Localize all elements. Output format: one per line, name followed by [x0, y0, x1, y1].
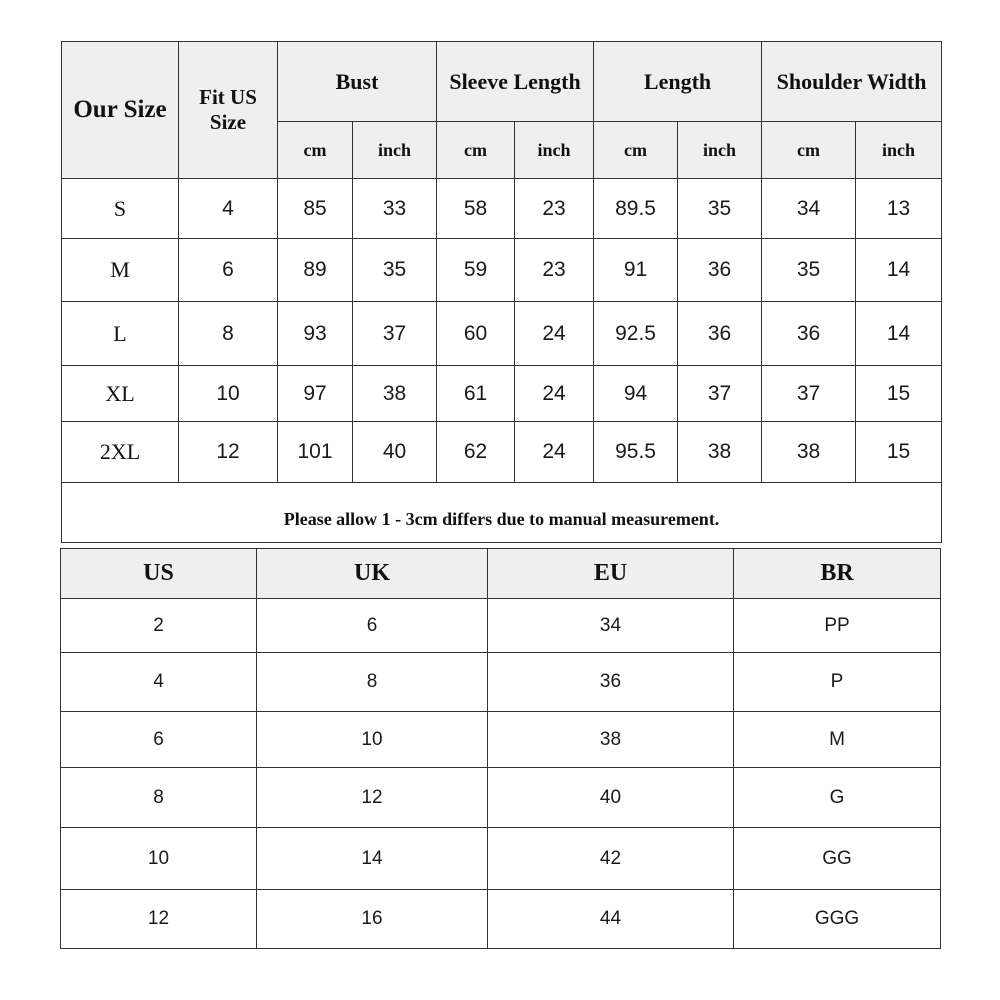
- cell-shoulder-cm: 35: [762, 239, 856, 302]
- cell-sleeve-cm: 61: [437, 366, 515, 422]
- cell-fit-us-size: 8: [179, 302, 278, 366]
- cell-uk: 14: [257, 828, 488, 890]
- cell-length-cm: 91: [594, 239, 678, 302]
- cell-eu: 36: [488, 653, 734, 712]
- cell-fit-us-size: 10: [179, 366, 278, 422]
- cell-sleeve-inch: 24: [515, 302, 594, 366]
- cell-bust-inch: 40: [353, 422, 437, 483]
- cell-length-cm: 95.5: [594, 422, 678, 483]
- measurement-note: Please allow 1 - 3cm differs due to manual measurement.: [62, 483, 942, 543]
- header-br: BR: [734, 549, 941, 599]
- unit-cm: cm: [594, 122, 678, 179]
- cell-br: M: [734, 712, 941, 768]
- unit-inch: inch: [515, 122, 594, 179]
- cell-bust-cm: 89: [278, 239, 353, 302]
- unit-inch: inch: [353, 122, 437, 179]
- cell-sleeve-cm: 59: [437, 239, 515, 302]
- cell-fit-us-size: 6: [179, 239, 278, 302]
- header-sleeve-length: Sleeve Length: [437, 42, 594, 122]
- cell-bust-cm: 85: [278, 179, 353, 239]
- cell-br: P: [734, 653, 941, 712]
- cell-our-size: S: [62, 179, 179, 239]
- cell-eu: 44: [488, 890, 734, 949]
- cell-our-size: M: [62, 239, 179, 302]
- cell-length-inch: 37: [678, 366, 762, 422]
- cell-eu: 42: [488, 828, 734, 890]
- cell-uk: 16: [257, 890, 488, 949]
- cell-eu: 40: [488, 768, 734, 828]
- cell-sleeve-inch: 23: [515, 239, 594, 302]
- size-table-body: [62, 179, 942, 483]
- unit-cm: cm: [278, 122, 353, 179]
- cell-our-size: L: [62, 302, 179, 366]
- unit-cm: cm: [437, 122, 515, 179]
- note-row: [62, 483, 942, 543]
- cell-shoulder-cm: 34: [762, 179, 856, 239]
- cell-eu: 34: [488, 599, 734, 653]
- cell-bust-cm: 97: [278, 366, 353, 422]
- cell-br: G: [734, 768, 941, 828]
- header-row: [62, 42, 942, 122]
- cell-shoulder-cm: 38: [762, 422, 856, 483]
- cell-bust-cm: 101: [278, 422, 353, 483]
- cell-uk: 10: [257, 712, 488, 768]
- unit-cm: cm: [762, 122, 856, 179]
- cell-us: 4: [61, 653, 257, 712]
- table-row: [62, 239, 942, 302]
- cell-sleeve-inch: 24: [515, 366, 594, 422]
- unit-inch: inch: [678, 122, 762, 179]
- unit-inch: inch: [856, 122, 942, 179]
- table-row: [62, 179, 942, 239]
- cell-uk: 8: [257, 653, 488, 712]
- size-chart-table: [61, 41, 942, 543]
- header-shoulder-width: Shoulder Width: [762, 42, 942, 122]
- cell-uk: 6: [257, 599, 488, 653]
- cell-fit-us-size: 12: [179, 422, 278, 483]
- cell-eu: 38: [488, 712, 734, 768]
- cell-length-cm: 92.5: [594, 302, 678, 366]
- cell-sleeve-inch: 24: [515, 422, 594, 483]
- cell-sleeve-cm: 62: [437, 422, 515, 483]
- table-row: [61, 712, 941, 768]
- cell-br: GGG: [734, 890, 941, 949]
- cell-us: 10: [61, 828, 257, 890]
- cell-shoulder-inch: 15: [856, 422, 942, 483]
- table-row: [61, 828, 941, 890]
- cell-length-cm: 89.5: [594, 179, 678, 239]
- header-length: Length: [594, 42, 762, 122]
- cell-br: PP: [734, 599, 941, 653]
- size-conversion-table: [60, 548, 941, 949]
- cell-length-inch: 36: [678, 239, 762, 302]
- header-eu: EU: [488, 549, 734, 599]
- cell-bust-inch: 33: [353, 179, 437, 239]
- cell-length-inch: 36: [678, 302, 762, 366]
- table-row: [62, 422, 942, 483]
- cell-sleeve-cm: 58: [437, 179, 515, 239]
- cell-shoulder-inch: 14: [856, 302, 942, 366]
- header-bust: Bust: [278, 42, 437, 122]
- header-fit-us-size: Fit US Size: [179, 42, 278, 179]
- cell-shoulder-cm: 37: [762, 366, 856, 422]
- cell-bust-inch: 35: [353, 239, 437, 302]
- cell-bust-inch: 37: [353, 302, 437, 366]
- cell-us: 6: [61, 712, 257, 768]
- cell-shoulder-inch: 13: [856, 179, 942, 239]
- cell-us: 8: [61, 768, 257, 828]
- header-us: US: [61, 549, 257, 599]
- cell-br: GG: [734, 828, 941, 890]
- cell-bust-cm: 93: [278, 302, 353, 366]
- header-our-size: Our Size: [62, 42, 179, 179]
- header-uk: UK: [257, 549, 488, 599]
- cell-length-inch: 38: [678, 422, 762, 483]
- cell-sleeve-cm: 60: [437, 302, 515, 366]
- cell-us: 2: [61, 599, 257, 653]
- cell-sleeve-inch: 23: [515, 179, 594, 239]
- table-row: [61, 653, 941, 712]
- cell-fit-us-size: 4: [179, 179, 278, 239]
- table-row: [61, 768, 941, 828]
- cell-shoulder-inch: 15: [856, 366, 942, 422]
- table-row: [62, 366, 942, 422]
- cell-us: 12: [61, 890, 257, 949]
- conversion-table-body: [61, 599, 941, 949]
- table-row: [61, 890, 941, 949]
- cell-length-cm: 94: [594, 366, 678, 422]
- cell-length-inch: 35: [678, 179, 762, 239]
- cell-uk: 12: [257, 768, 488, 828]
- cell-bust-inch: 38: [353, 366, 437, 422]
- cell-our-size: XL: [62, 366, 179, 422]
- table-row: [62, 302, 942, 366]
- cell-our-size: 2XL: [62, 422, 179, 483]
- conversion-header-row: [61, 549, 941, 599]
- cell-shoulder-cm: 36: [762, 302, 856, 366]
- table-row: [61, 599, 941, 653]
- cell-shoulder-inch: 14: [856, 239, 942, 302]
